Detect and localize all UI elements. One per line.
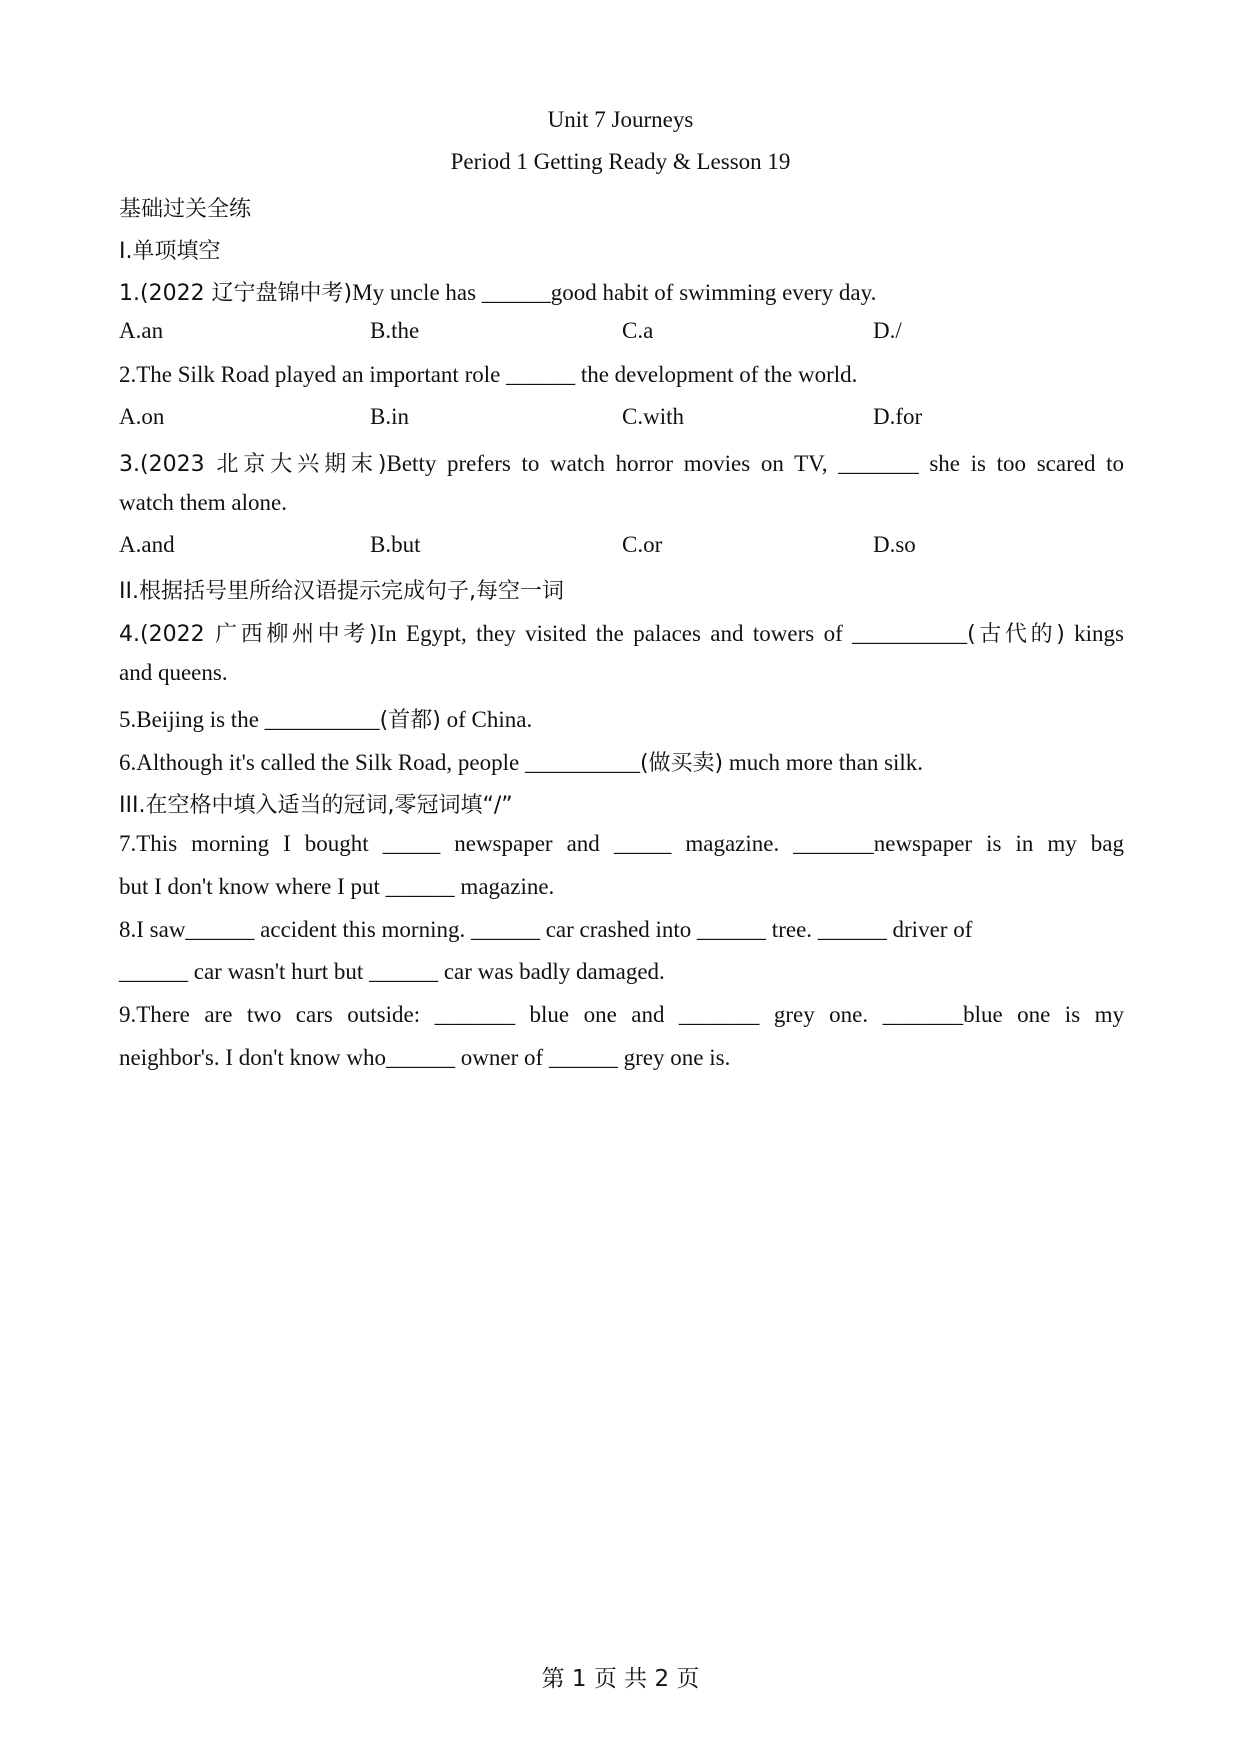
question-6-text-end: much more than silk. (723, 750, 924, 775)
question-2: 2.The Silk Road played an important role ______ the development of the world. (119, 362, 858, 387)
question-4-source: 4.(2022 广西柳州中考) (119, 622, 378, 647)
question-5-text-end: of China. (440, 707, 533, 732)
question-5-text: 5.Beijing is the __________ (119, 707, 380, 732)
question-6 (119, 746, 1124, 777)
question-4-line-1 (119, 617, 1124, 648)
question-2-options (119, 404, 1124, 434)
question-1 (119, 276, 1124, 307)
question-7-line-1: 7.This morning I bought _____ newspaper and _____ magazine. _______newspaper is in my bag (119, 831, 1124, 856)
question-8-line-1: 8.I saw______ accident this morning. ______ car crashed into ______ tree. ______ driver of (119, 917, 973, 942)
question-1-options (119, 318, 1124, 348)
option-c: C.a (622, 318, 654, 343)
question-5-hint: (首都) (379, 708, 441, 733)
option-c: C.or (622, 532, 663, 557)
option-b: B.but (370, 532, 421, 557)
question-3-options (119, 532, 1124, 562)
question-7-line-2: but I don't know where I put ______ magazine. (119, 874, 555, 899)
section-heading-3: III.在空格中填入适当的冠词,零冠词填“/” (119, 793, 513, 818)
section-label: 基础过关全练 (119, 197, 252, 222)
question-6-text: 6.Although it's called the Silk Road, people __________ (119, 750, 640, 775)
option-b: B.the (370, 318, 420, 343)
question-8-line-2: ______ car wasn't hurt but ______ car was badly damaged. (119, 959, 665, 984)
option-a: A.and (119, 532, 175, 557)
section-heading-2: II.根据括号里所给汉语提示完成句子,每空一词 (119, 579, 564, 604)
question-4-text-end: kings (1064, 621, 1125, 646)
question-4-text: In Egypt, they visited the palaces and towers of __________ (377, 621, 968, 646)
question-9-line-2: neighbor's. I don't know who______ owner of ______ grey one is. (119, 1045, 731, 1070)
option-d: D.so (873, 532, 916, 557)
page-title: Unit 7 Journeys (547, 107, 694, 132)
question-3-text: Betty prefers to watch horror movies on TV, _______ she is too scared to (386, 451, 1124, 476)
option-a: A.on (119, 404, 165, 429)
question-1-source: 1.(2022 辽宁盘锦中考) (119, 281, 353, 306)
question-6-hint: (做买卖) (639, 751, 724, 776)
option-b: B.in (370, 404, 409, 429)
question-4-hint: (古代的) (967, 622, 1065, 647)
option-c: C.with (622, 404, 684, 429)
page-subtitle: Period 1 Getting Ready & Lesson 19 (450, 149, 791, 174)
page-number: 第 1 页 共 2 页 (541, 1666, 700, 1692)
question-3-line-1 (119, 447, 1124, 478)
question-9-line-1: 9.There are two cars outside: _______ blue one and _______ grey one. _______blue one is my (119, 1002, 1124, 1027)
option-a: A.an (119, 318, 164, 343)
section-heading-1: I.单项填空 (119, 239, 221, 264)
question-3-line-2: watch them alone. (119, 490, 287, 515)
option-d: D./ (873, 318, 902, 343)
question-5 (119, 703, 1124, 734)
option-d: D.for (873, 404, 923, 429)
question-3-source: 3.(2023 北京大兴期末) (119, 452, 387, 477)
question-1-text: My uncle has ______good habit of swimming every day. (352, 280, 877, 305)
question-4-line-2: and queens. (119, 660, 228, 685)
